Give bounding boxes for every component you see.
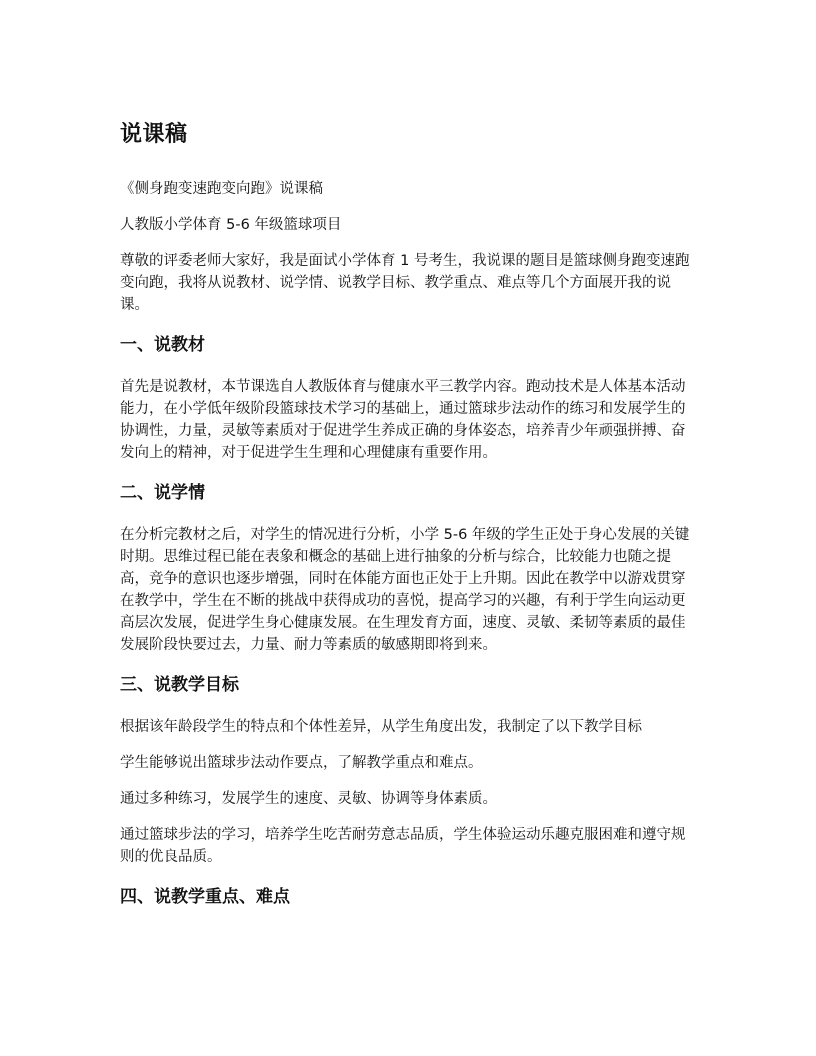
student-analysis-paragraph: 在分析完教材之后，对学生的情况进行分析，小学 5-6 年级的学生正处于身心发展的关键时期。思维过程已能在表象和概念的基础上进行抽象的分析与综合，比较能力也随之提高，竞争的意识也逐步增强，同时在体能方面也正处于上升期。因此在教学中以游戏贯穿在教学中，学生在不断的挑战中获得成功的喜悦，提高学习的兴趣，有利于学生向运动更高层次发展，促进学生身心健康发展。在生理发育方面，速度、灵敏、柔韧等素质的最佳发展阶段快要过去，力量、耐力等素质的敏感期即将到来。 xyxy=(120,527,690,653)
section-heading-key-points: 四、说教学重点、难点 xyxy=(120,887,290,907)
textbook-paragraph: 首先是说教材，本节课选自人教版体育与健康水平三教学内容。跑动技术是人体基本活动能力，在小学低年级阶段篮球技术学习的基础上，通过篮球步法动作的练习和发展学生的协调性，力量，灵敏等素质对于促进学生养成正确的身体姿态，培养青少年顽强拼搏、奋发向上的精神，对于促进学生生理和心理健康有重要作用。 xyxy=(120,379,686,461)
section-heading-teaching-goals: 三、说教学目标 xyxy=(120,675,239,695)
document-title: 说课稿 xyxy=(120,122,188,147)
teaching-goal-emotion: 通过篮球步法的学习，培养学生吃苦耐劳意志品质，学生体验运动乐趣克服困难和遵守规则的优良品质。 xyxy=(120,827,686,865)
intro-paragraph: 尊敬的评委老师大家好，我是面试小学体育 1 号考生，我说课的题目是篮球侧身跑变速跑变向跑，我将从说教材、说学情、说教学目标、教学重点、难点等几个方面展开我的说课。 xyxy=(120,253,690,313)
teaching-goals-intro: 根据该年龄段学生的特点和个体性差异，从学生角度出发，我制定了以下教学目标 xyxy=(120,719,642,735)
course-info: 人教版小学体育 5-6 年级篮球项目 xyxy=(120,217,342,233)
document-body xyxy=(120,118,696,928)
teaching-goal-knowledge: 学生能够说出篮球步法动作要点，了解教学重点和难点。 xyxy=(120,755,483,771)
teaching-goal-ability: 通过多种练习，发展学生的速度、灵敏、协调等身体素质。 xyxy=(120,791,497,807)
section-heading-textbook: 一、说教材 xyxy=(120,335,205,355)
lesson-subtitle: 《侧身跑变速跑变向跑》说课稿 xyxy=(120,181,323,197)
section-heading-student-analysis: 二、说学情 xyxy=(120,483,205,503)
